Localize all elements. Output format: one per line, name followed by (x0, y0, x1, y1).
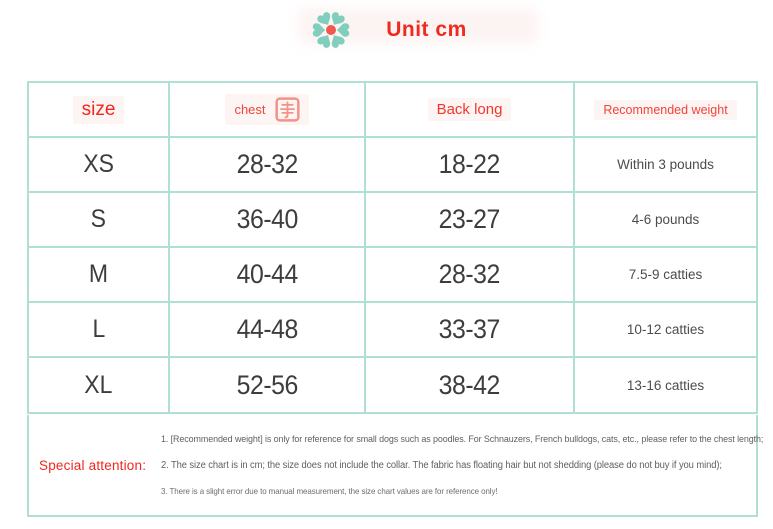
special-attention-section (27, 415, 764, 517)
column-header-recommended-weight-label: Recommended weight (594, 100, 736, 120)
table-cell-size: L (29, 303, 170, 358)
girth-stamp-icon (275, 97, 300, 122)
page-title: Unit cm (386, 18, 467, 41)
table-cell-back-long: 18-22 (366, 138, 575, 193)
table-cell-weight: 13-16 catties (575, 358, 756, 412)
column-header-chest (170, 83, 366, 138)
column-header-chest-label: chest (234, 102, 266, 117)
table-cell-size: S (29, 193, 170, 248)
column-header-size-label: size (73, 96, 125, 124)
note-item-3: 3. There is a slight error due to manual measurement, the size chart values are for reference only! (161, 486, 498, 496)
table-cell-chest: 28-32 (170, 138, 366, 193)
table-cell-weight: Within 3 pounds (575, 138, 756, 193)
notes-list (157, 415, 773, 515)
table-cell-back-long: 38-42 (366, 358, 575, 412)
table-cell-size: XS (29, 138, 170, 193)
table-cell-size: XL (29, 358, 170, 412)
table-cell-weight: 10-12 catties (575, 303, 756, 358)
table-cell-back-long: 23-27 (366, 193, 575, 248)
column-header-back-long-label: Back long (428, 98, 512, 121)
table-cell-weight: 4-6 pounds (575, 193, 756, 248)
flower-icon (306, 6, 356, 54)
table-cell-back-long: 28-32 (366, 248, 575, 303)
column-header-recommended-weight (575, 83, 756, 138)
size-table (27, 81, 758, 414)
table-cell-back-long: 33-37 (366, 303, 575, 358)
table-cell-chest: 40-44 (170, 248, 366, 303)
table-cell-chest: 36-40 (170, 193, 366, 248)
special-attention-label: Special attention: (39, 457, 147, 473)
title-row (0, 4, 773, 56)
table-cell-size: M (29, 248, 170, 303)
table-cell-chest: 44-48 (170, 303, 366, 358)
note-item-1: 1. [Recommended weight] is only for reference for small dogs such as poodles. For Schnauzers, French bulldogs, cats, etc., please refer to the chest length; (161, 434, 764, 445)
column-header-back-long (366, 83, 575, 138)
table-cell-chest: 52-56 (170, 358, 366, 412)
note-item-2: 2. The size chart is in cm; the size does not include the collar. The fabric has floating hair but not shedding (please do not buy if you mind); (161, 460, 722, 471)
column-header-size (29, 83, 170, 138)
table-cell-weight: 7.5-9 catties (575, 248, 756, 303)
